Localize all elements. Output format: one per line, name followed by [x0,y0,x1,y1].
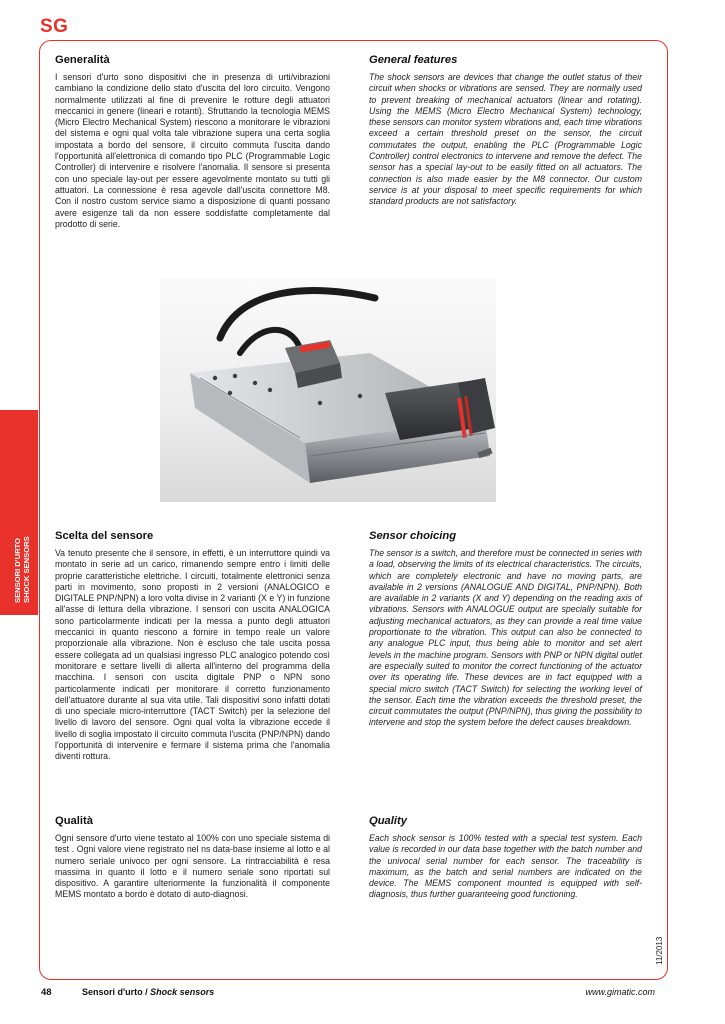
section-generalita [55,54,330,230]
footer-separator: / [142,987,151,997]
section-body: I sensori d'urto sono dispositivi che in presenza di urti/vibrazioni cambiano la condizione dello stato d'uscita del loro circuito. Vengono normalmente utilizzati al fine di prevenire le rotture degli attuatori meccanici in genere (lineari e rotanti). Sfruttando la tecnologia MEMS (Micro Electro Mechanical System) riescono a monitorare le vibrazioni del sistema e ogni qual volta tale vibrazione supera una certa soglia impostata a bordo del sensore, il circuito commuta l'uscita dando l'opportunità all'elettronica di comando tipo PLC (Programmable Logic Controller) di intervenire e risolvere l'anomalia. Il sensore si presenta con uno speciale lay-out per essere agevolmente montato su tutti gli attuatori. La connessione è resa agevole dall'uscita connettore M8. Con il nostro custom service siamo a disposizione di quanti possano avere esigenze tali da non essere soddisfatte completamente dal prodotto di serie. [55,72,330,229]
section-scelta [55,530,330,763]
section-title: General features [369,54,458,66]
section-title: Qualità [55,815,93,827]
section-general-features [369,54,642,208]
side-tab-line-en: SHOCK SENSORS [22,536,31,603]
section-body: Each shock sensor is 100% tested with a special test system. Each value is recorded in our data base together with the batch number and the univocal serial number for each sensor. The traceability is maximum, as the batch and serial numbers are indicated on the device. The MEMS component mounted is equipped with self-diagnosis, thus further guaranteeing good functioning. [369,833,642,900]
section-body: The sensor is a switch, and therefore must be connected in series with a load, observing the limits of its electrical characteristics. The circuits, which are completely electronic and have no moving parts, are available in 2 versions (ANALOGUE AND DIGITAL, PNP/NPN). Both are available in 2 variants (X and Y) depending on the reading axis of vibrations. Sensors with ANALOGUE output are specially suitable for adjusting mechanical actuators, as they can provide a real time value proportionate to the vibration. This output can also be connected to any analogue PLC input, thus being able to monitor and set alert levels in the machine program. Sensors with PNP or NPN digital outlet are especially suited to monitor the correct functioning of the actuator over its operating life. These devices are in fact equipped with a special micro switch (TACT Switch) for selecting the working level of the sensor. Each time the vibration exceeds the threshold preset, the circuit commutates the output (PNP/NPN), thus giving the possibility to intervene and stop the system before the defect causes breakdown. [369,548,642,728]
section-qualita [55,815,330,901]
section-body: Ogni sensore d'urto viene testato al 100% con uno speciale sistema di test . Ogni valore viene registrato nel ns data-base insieme al lotto e al numero seriale univoco per ogni sensore. La rintracciabilità è resa massima in quanto il lotto e il numero seriale sono riportati sul dispositivo. A garantire ulteriormente la funzionalità il componente MEMS montato a bordo è dotato di auto-diagnosi. [55,833,330,900]
section-sensor-choicing [369,530,642,729]
section-quality [369,815,642,901]
footer-title-en: Shock sensors [150,987,215,997]
section-title: Scelta del sensore [55,530,154,542]
section-title: Quality [369,815,407,827]
page-number: 48 [41,987,52,998]
website-link[interactable]: www.gimatic.com [585,987,655,997]
brand-logo: SG [40,16,69,37]
section-title: Sensor choicing [369,530,457,542]
shock-sensor-illustration [160,278,496,502]
footer-title-it: Sensori d'urto [82,987,143,997]
section-body: Va tenuto presente che il sensore, in effetti, è un interruttore quindi va montato in serie ad un carico, rimanendo sempre entro i limiti delle proprie caratteristiche elettriche. I circuiti, totalmente elettronici senza parti in movimento, sono proposti in 2 versioni (ANALOGICO e DIGITALE PNP/NPN) a loro volta divise in 2 varianti (X e Y) in funzione all'asse di lettura della vibrazione. I sensori con uscita ANALOGICA sono particolarmente indicati per la messa a punto degli attuatori meccanici in quanto riescono a fornire in tempo reale un valore proporzionale alla vibrazione. Non è escluso che tale uscita possa essere collegata ad un qualsiasi ingresso PLC analogico potendo così monitorare e settare livelli di allerta all'interno del programma della macchina. I sensori con uscita digitale PNP o NPN sono particolarmente indicati per monitorare il corretto funzionamento dell'attuatore durante al sua vita utile. Tali dispositivi sono infatti dotati di uno speciale micro-interruttore (TACT Switch) per la selezione del livello di lavoro del sensore. Ogni qual volta la vibrazione eccede il livello di soglia impostato il circuito commuta l'uscita (PNP/NPN) dando l'opportunità di intervenire e fermare il sistema prima che l'anomalia diventi rottura. [55,548,330,762]
footer-title [82,987,214,997]
product-photo [160,278,496,502]
section-title: Generalità [55,54,110,66]
side-tab-line-it: SENSORI D'URTO [13,538,22,603]
date-code: 11/2013 [655,936,664,965]
section-body: The shock sensors are devices that change the outlet status of their circuit when shocks or vibrations are sensed. They are normally used to prevent breaking of mechanical actuators (linear and rotating). Using the MEMS (Micro Electro Mechanical System) technology, these sensors can monitor system vibrations and, each time vibrations exceed a certain threshold preset on the sensor, the circuit commutates the output, enabling the PLC (Programmable Logic Controller) control electronics to intervene and remove the defect. The sensor has a special lay-out to be easily fitted on all actuators. The connection is also made easier by the M8 connector. Our custom service is at your disposal to meet specific requirements for which standard products are not satisfactory. [369,72,642,207]
side-tab-label [13,536,31,603]
